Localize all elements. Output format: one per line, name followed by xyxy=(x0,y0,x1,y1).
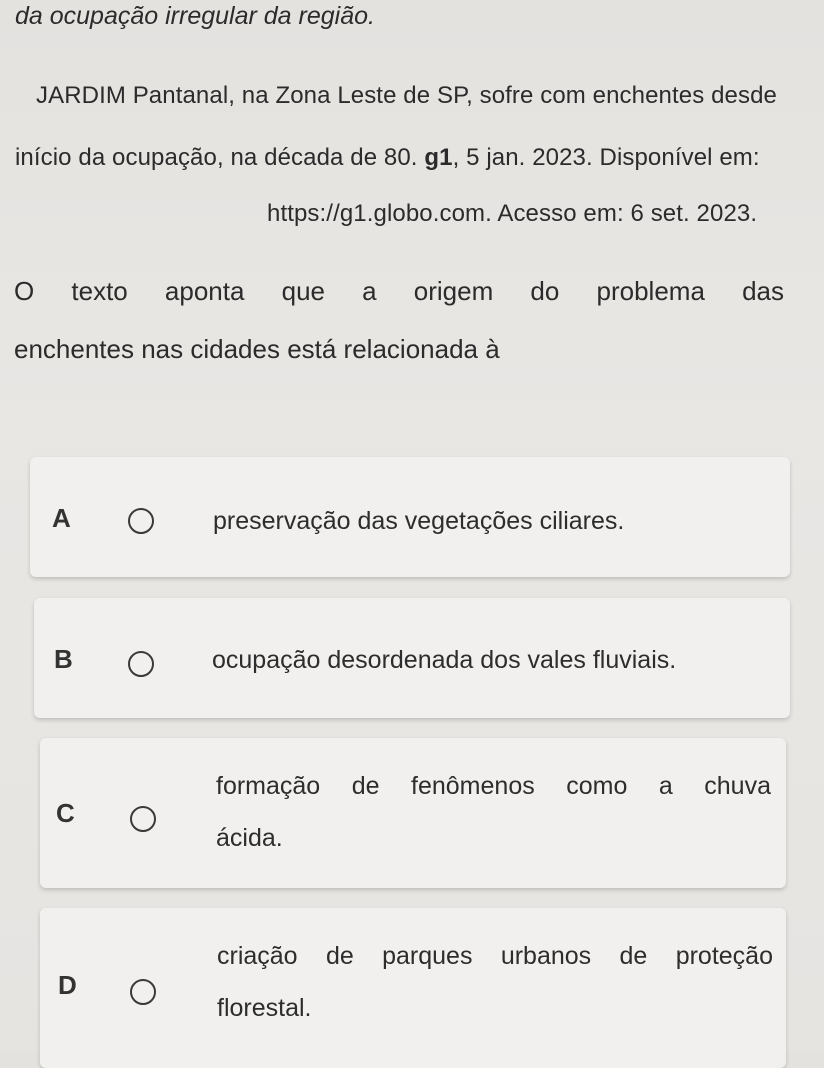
option-a[interactable] xyxy=(30,457,790,577)
radio-button[interactable] xyxy=(130,806,156,832)
question-line-2: enchentes nas cidades está relacionada à xyxy=(14,334,500,364)
option-text xyxy=(216,760,771,864)
option-text: ocupação desordenada dos vales fluviais. xyxy=(212,646,677,674)
radio-button[interactable] xyxy=(130,979,156,1005)
option-text-line-2: florestal. xyxy=(217,994,312,1022)
reference-line-2-start: início da ocupação, na década de 80. xyxy=(15,144,425,171)
question-line-1: O texto aponta que a origem do problema das xyxy=(14,276,784,306)
option-d[interactable] xyxy=(40,908,786,1068)
radio-button[interactable] xyxy=(128,651,154,677)
option-text-line-2: ácida. xyxy=(216,824,283,852)
previous-text-end: da ocupação irregular da região. xyxy=(15,2,375,30)
radio-button[interactable] xyxy=(128,508,154,534)
option-b[interactable] xyxy=(34,598,790,718)
option-letter: C xyxy=(56,798,75,828)
reference-line-1: JARDIM Pantanal, na Zona Leste de SP, sofre com enchentes desde xyxy=(36,82,777,109)
option-text-line-1: formação de fenômenos como a chuva xyxy=(216,772,771,800)
option-letter: D xyxy=(58,970,77,1000)
question-stem xyxy=(14,262,784,378)
option-c[interactable] xyxy=(40,738,786,888)
option-letter: A xyxy=(52,503,71,533)
option-letter: B xyxy=(54,644,73,674)
reference-line-3: https://g1.globo.com. Acesso em: 6 set. 2023. xyxy=(267,200,758,227)
option-text-line-1: criação de parques urbanos de proteção xyxy=(217,942,773,970)
option-text xyxy=(217,930,773,1034)
reference-line-2 xyxy=(15,144,760,172)
option-text: preservação das vegetações ciliares. xyxy=(213,507,625,535)
reference-source: g1 xyxy=(424,144,453,171)
reference-line-2-end: , 5 jan. 2023. Disponível em: xyxy=(452,144,760,171)
